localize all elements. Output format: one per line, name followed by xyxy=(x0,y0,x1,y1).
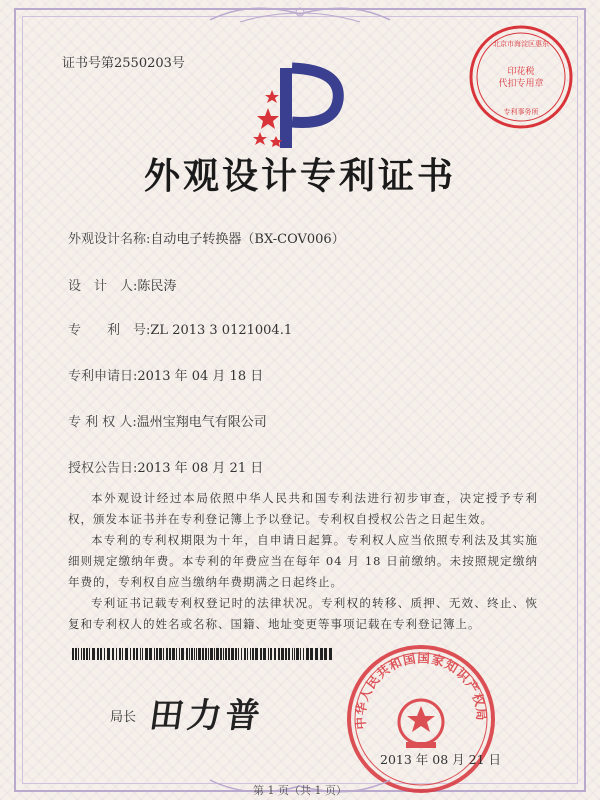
designer-value: 陈民涛 xyxy=(137,279,177,294)
paragraph-grant: 本外观设计经过本局依照中华人民共和国专利法进行初步审查，决定授予专利权，颁发本证书并在专利登记簿上予以登记。专利权自授权公告之日起生效。 xyxy=(68,491,538,526)
application-date-label: 专利申请日: xyxy=(68,369,138,384)
paragraph-term: 本专利的专利权期限为十年，自申请日起算。专利权人应当依照专利法及其实施细则规定缴纳年费。本专利的年费应当在每年 04 月 18 日前缴纳。未按照规定缴纳年费的，专利权自应当缴纳年费期满之日起终止。 xyxy=(68,533,538,589)
director-label: 局长 xyxy=(110,710,137,725)
patentee-value: 温州宝翔电气有限公司 xyxy=(136,415,267,430)
top-ornament xyxy=(200,0,400,26)
patent-number-label: 专 利 号: xyxy=(68,323,151,338)
designer-row xyxy=(68,275,176,294)
design-name-label: 外观设计名称: xyxy=(68,232,151,247)
grant-date-label: 授权公告日: xyxy=(68,461,138,476)
paragraph-legal-status: 专利证书记载专利权登记时的法律状况。专利权的转移、质押、无效、终止、恢复和专利权人的姓名或名称、国籍、地址变更等事项记载在专利登记簿上。 xyxy=(68,596,538,631)
patentee-label: 专 利 权 人: xyxy=(68,415,137,430)
design-name-row xyxy=(68,228,345,247)
patentee-row xyxy=(68,411,267,430)
svg-text:专利事务所: 专利事务所 xyxy=(503,108,539,116)
grant-date-value: 2013 年 08 月 21 日 xyxy=(137,461,264,476)
certificate-title: 外观设计专利证书 xyxy=(143,155,456,197)
design-name-value: 自动电子转换器（BX-COV006） xyxy=(150,232,345,247)
agency-stamp-seal xyxy=(468,24,574,130)
barcode-icon xyxy=(72,648,334,660)
svg-text:代扣专用章: 代扣专用章 xyxy=(498,79,544,89)
director-signature: 田力普 xyxy=(146,696,267,736)
patent-number-value: ZL 2013 3 0121004.1 xyxy=(150,323,293,338)
svg-text:中华人民共和国国家知识产权局: 中华人民共和国国家知识产权局 xyxy=(352,650,490,730)
certificate-body xyxy=(68,488,538,635)
patent-number-row xyxy=(68,319,292,338)
page-number: 第 1 页（共 1 页） xyxy=(253,784,347,797)
grant-date-row xyxy=(68,457,263,476)
svg-text:北京市海淀区惠东: 北京市海淀区惠东 xyxy=(493,40,549,48)
certificate-number: 证书号第2550203号 xyxy=(62,56,185,71)
designer-label: 设 计 人: xyxy=(68,279,138,294)
cnipa-logo-icon xyxy=(250,60,350,152)
cnipa-official-seal xyxy=(346,644,496,794)
issue-date: 2013 年 08 月 21 日 xyxy=(380,752,501,767)
svg-text:印花税: 印花税 xyxy=(507,67,535,77)
application-date-row xyxy=(68,365,263,384)
application-date-value: 2013 年 04 月 18 日 xyxy=(137,369,264,384)
